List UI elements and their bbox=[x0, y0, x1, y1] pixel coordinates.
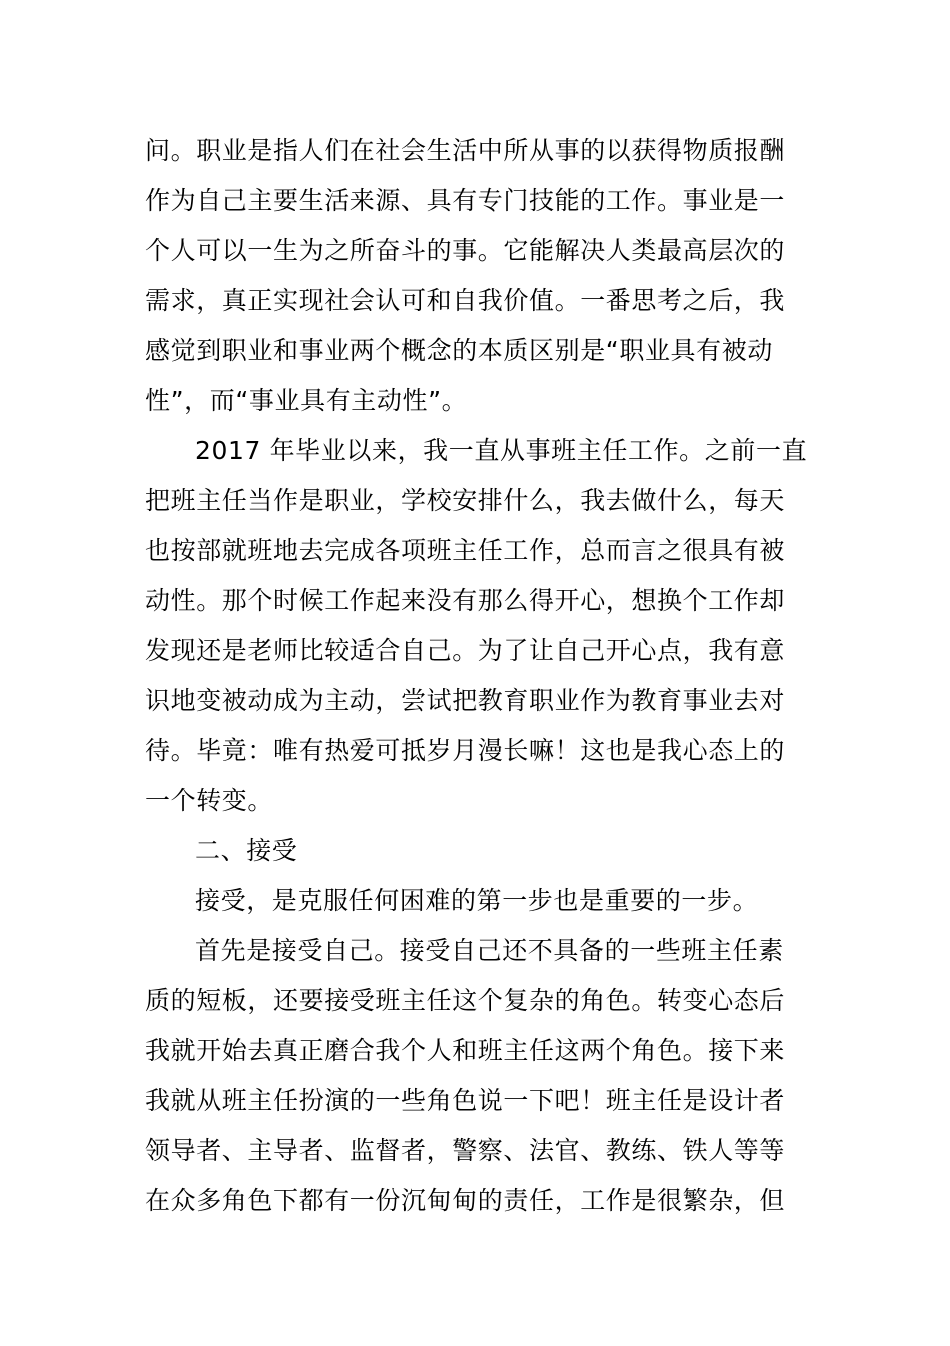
text-line: 发现还是老师比较适合自己。为了让自己开心点，我有意 bbox=[145, 636, 786, 665]
text-line: 也按部就班地去完成各项班主任工作，总而言之很具有被 bbox=[145, 536, 786, 565]
text-line: 把班主任当作是职业，学校安排什么，我去做什么，每天 bbox=[145, 486, 786, 515]
text-line: 感觉到职业和事业两个概念的本质区别是“职业具有被动 bbox=[145, 336, 773, 365]
text-line-indented: 接受，是克服任何困难的第一步也是重要的一步。 bbox=[195, 886, 759, 915]
text-line: 识地变被动成为主动，尝试把教育职业作为教育事业去对 bbox=[145, 686, 786, 715]
text-line-indented: 首先是接受自己。接受自己还不具备的一些班主任素 bbox=[195, 936, 784, 965]
text-line: 个人可以一生为之所奋斗的事。它能解决人类最高层次的 bbox=[145, 236, 786, 265]
text-line: 动性。那个时候工作起来没有那么得开心，想换个工作却 bbox=[145, 586, 786, 615]
text-line: 需求，真正实现社会认可和自我价值。一番思考之后，我 bbox=[145, 286, 786, 315]
text-line: 我就从班主任扮演的一些角色说一下吧！班主任是设计者 bbox=[145, 1086, 786, 1115]
document-body bbox=[145, 126, 809, 1226]
text-line: 在众多角色下都有一份沉甸甸的责任，工作是很繁杂，但 bbox=[145, 1186, 786, 1215]
text-line: 作为自己主要生活来源、具有专门技能的工作。事业是一 bbox=[145, 186, 786, 215]
text-line: 我就开始去真正磨合我个人和班主任这两个角色。接下来 bbox=[145, 1036, 786, 1065]
text-line: 待。毕竟：唯有热爱可抵岁月漫长嘛！这也是我心态上的 bbox=[145, 736, 786, 765]
text-line: 问。职业是指人们在社会生活中所从事的以获得物质报酬 bbox=[145, 136, 786, 165]
text-line: 性”，而“事业具有主动性”。 bbox=[145, 386, 468, 415]
text-line: 一个转变。 bbox=[145, 786, 274, 815]
text-line: 领导者、主导者、监督者，警察、法官、教练、铁人等等 bbox=[145, 1136, 786, 1165]
text-line: 质的短板，还要接受班主任这个复杂的角色。转变心态后 bbox=[145, 986, 786, 1015]
section-heading: 二、接受 bbox=[195, 836, 298, 865]
text-line-indented: 2017 年毕业以来，我一直从事班主任工作。之前一直 bbox=[195, 436, 808, 465]
